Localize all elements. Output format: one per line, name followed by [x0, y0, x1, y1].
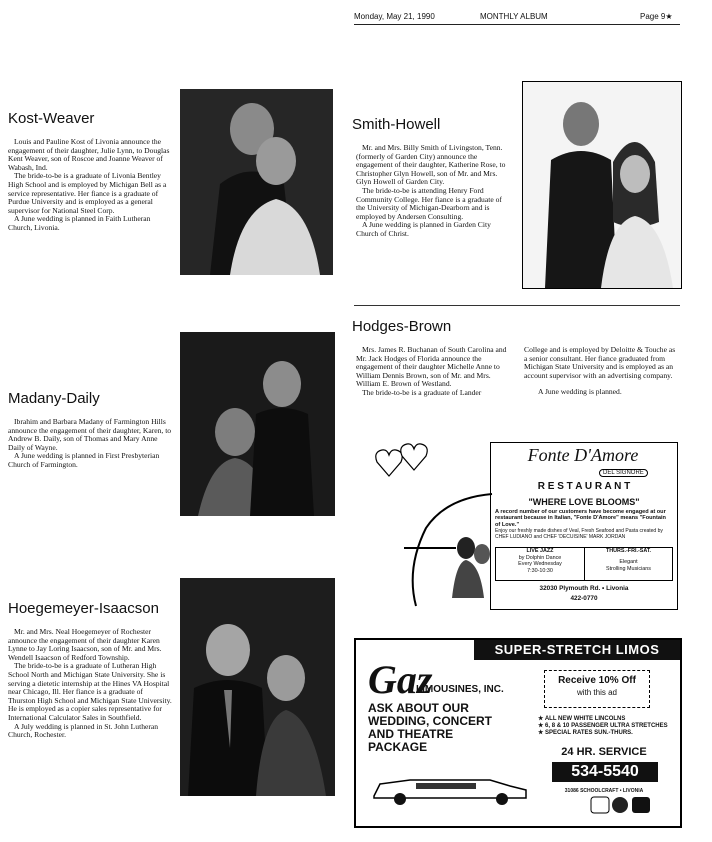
- days-label: THURS.-FRI.-SAT.: [605, 548, 652, 554]
- feature-text: ALL NEW WHITE LINCOLNS: [544, 716, 626, 722]
- paragraph: Mrs. James R. Buchanan of South Carolina and Mr. Jack Hodges of Florida announce the engagement of their daughter Michelle Anne to William Dennis Brown, son of Mr. and Mrs. William E. Brown of Westland.: [356, 345, 507, 389]
- paragraph: The bride-to-be is a graduate of Livonia Bentley High School and is employed by Michigan Bell as a service representative. Her fiance is a graduate of Purdue University and is employed as a general supervisor for National Steel Corp.: [8, 171, 167, 215]
- hearts-icon: [374, 442, 434, 482]
- hoegemeyer-isaacson-text: [8, 628, 172, 740]
- paragraph: Mr. and Mrs. Neal Hoegemeyer of Rochester announce the engagement of their daughter Karen Lynne to Jay Loring Isaacson, son of Mr. and Mrs. Wendell Isaacson of Redford Township.: [8, 627, 162, 662]
- page-header: [354, 12, 680, 25]
- paragraph: Mr. and Mrs. Billy Smith of Livingston, Tenn. (formerly of Garden City) announce the engagement of their daughter, Katherine Rose, to Christopher Glyn Howell, son of Mr. and Mrs. Glyn Howell of Garden City.: [356, 143, 506, 187]
- discount-text: Receive 10% Off: [558, 675, 636, 686]
- restaurant-address: 32030 Plymouth Rd. • Livonia: [539, 585, 629, 592]
- elegant-label: Elegant: [619, 559, 638, 565]
- paragraph: The bride-to-be is a graduate of Lutheran High School North and Michigan State University. She is serving a dietetic internship at the Hines VA Hospital near Chicago, Ill. Her fiance is a graduate of Thurston High School and Michigan State University. He is employed as a copier sales representative for International Calculator Sales in Southfield.: [8, 661, 172, 722]
- limo-phone: 534-5540: [552, 762, 658, 782]
- strolling-label: Strolling Musicians: [606, 566, 651, 572]
- kost-weaver-photo: [180, 89, 333, 275]
- couple-illustration: [396, 488, 496, 608]
- pitch-line: WEDDING, CONCERT: [368, 714, 492, 728]
- restaurant-label: R E S T A U R A N T: [537, 481, 631, 492]
- feature-item: ★ 6, 8 & 10 PASSENGER ULTRA STRETCHES: [538, 723, 668, 729]
- kost-weaver-text: [8, 138, 172, 233]
- limo-address: 31086 SCHOOLCRAFT • LIVONIA: [564, 788, 644, 794]
- hodges-brown-headline: Hodges-Brown: [352, 318, 452, 335]
- paragraph: Ibrahim and Barbara Madany of Farmington Hills announce the engagement of their daughter, Karen, to Andrew B. Daily, son of Thomas and Mary Anne Daily of Wayne.: [8, 417, 172, 452]
- pitch-line: AND THEATRE: [368, 727, 454, 741]
- live-jazz-title: LIVE JAZZ: [526, 548, 554, 554]
- service-hours: 24 HR. SERVICE: [561, 746, 647, 758]
- paragraph: The bride-to-be is a graduate of Lander: [362, 387, 482, 397]
- jazz-band: by Dolphin Dance: [518, 554, 562, 561]
- smith-howell-headline: Smith-Howell: [352, 116, 441, 133]
- hodges-brown-col1: [356, 346, 514, 398]
- page-number: Page 9★: [640, 12, 673, 21]
- hoegemeyer-isaacson-headline: Hoegemeyer-Isaacson: [8, 600, 159, 617]
- musicians-cell: [585, 548, 672, 580]
- live-jazz-cell: [496, 548, 585, 580]
- features-list: [538, 716, 674, 737]
- del-signore-label: DEL SIGNORE: [599, 469, 648, 477]
- super-stretch-banner: SUPER-STRETCH LIMOS: [474, 640, 680, 660]
- discount-coupon: [544, 670, 650, 708]
- paragraph: Louis and Pauline Kost of Livonia announce the engagement of their daughter, Julie Lynn, to Douglas Kent Weaver, son of Roscoe and Joanne Weaver of Wabash, Ind.: [8, 137, 170, 172]
- jazz-time: 7:30-10:30: [527, 567, 553, 574]
- madany-daily-photo: [180, 332, 335, 516]
- gaz-logo: Gaz: [368, 657, 433, 702]
- issue-date: Monday, May 21, 1990: [354, 12, 435, 21]
- paragraph: A June wedding is planned in Faith Lutheran Church, Livonia.: [8, 214, 151, 232]
- feature-item: ★ SPECIAL RATES SUN.-THURS.: [538, 730, 633, 736]
- enjoy-text: Enjoy our freshly made dishes of Veal, Fresh Seafood and Pasta created by CHEF LUDIANO and CHEF 'DECUISINE' MARK JORDAN: [495, 528, 663, 540]
- limousine-icon: [370, 768, 530, 808]
- paragraph: A June wedding is planned in First Presbyterian Church of Farmington.: [8, 451, 160, 469]
- feature-item: ★ ALL NEW WHITE LINCOLNS: [538, 716, 626, 722]
- fonte-damore-logo: Fonte D'Amore: [527, 445, 639, 465]
- company-name: LIMOUSINES, INC.: [416, 684, 504, 695]
- feature-text: SPECIAL RATES SUN.-THURS.: [545, 730, 633, 736]
- paragraph: A June wedding is planned.: [538, 387, 622, 397]
- record-text: A record number of our customers have become engaged at our restaurant because in Italian, "Fonte D'Amore" means "Fountain of Love.": [495, 509, 666, 528]
- restaurant-phone: 422-0770: [570, 595, 598, 602]
- slogan: "WHERE LOVE BLOOMS": [528, 497, 640, 507]
- madany-daily-headline: Madany-Daily: [8, 390, 100, 407]
- hodges-brown-col2: [524, 346, 680, 397]
- hoegemeyer-isaacson-photo: [180, 578, 335, 796]
- divider: [354, 305, 680, 306]
- coupon-note: with this ad: [576, 688, 618, 697]
- paragraph: A July wedding is planned in St. John Lutheran Church, Rochester.: [8, 721, 159, 740]
- pitch-line: ASK ABOUT OUR: [368, 701, 469, 715]
- jazz-day: Every Wednesday: [518, 561, 562, 568]
- section-name: MONTHLY ALBUM: [480, 12, 548, 21]
- entertainment-box: [495, 547, 673, 581]
- paragraph: A June wedding is planned in Garden City Church of Christ.: [356, 220, 491, 238]
- fonte-damore-ad: [370, 438, 680, 616]
- gaz-limousines-ad: [354, 638, 682, 828]
- feature-text: 6, 8 & 10 PASSENGER ULTRA STRETCHES: [545, 723, 668, 729]
- paragraph: The bride-to-be is attending Henry Ford Community College. Her fiance is a graduate of the University of Michigan-Dearborn and is employed by Andersen Consulting.: [356, 185, 502, 221]
- package-pitch: [368, 702, 492, 754]
- madany-daily-text: [8, 418, 172, 470]
- credit-cards-icon: [590, 796, 652, 814]
- smith-howell-photo: [522, 81, 682, 289]
- kost-weaver-headline: Kost-Weaver: [8, 110, 95, 127]
- pitch-line: PACKAGE: [368, 740, 428, 754]
- fonte-ad-frame: [490, 442, 678, 610]
- paragraph: College and is employed by Deloitte & Touche as a senior consultant. Her fiance graduated from Michigan State University and is employed as an account supervisor with an advertising company.: [524, 345, 676, 380]
- smith-howell-text: [356, 144, 510, 239]
